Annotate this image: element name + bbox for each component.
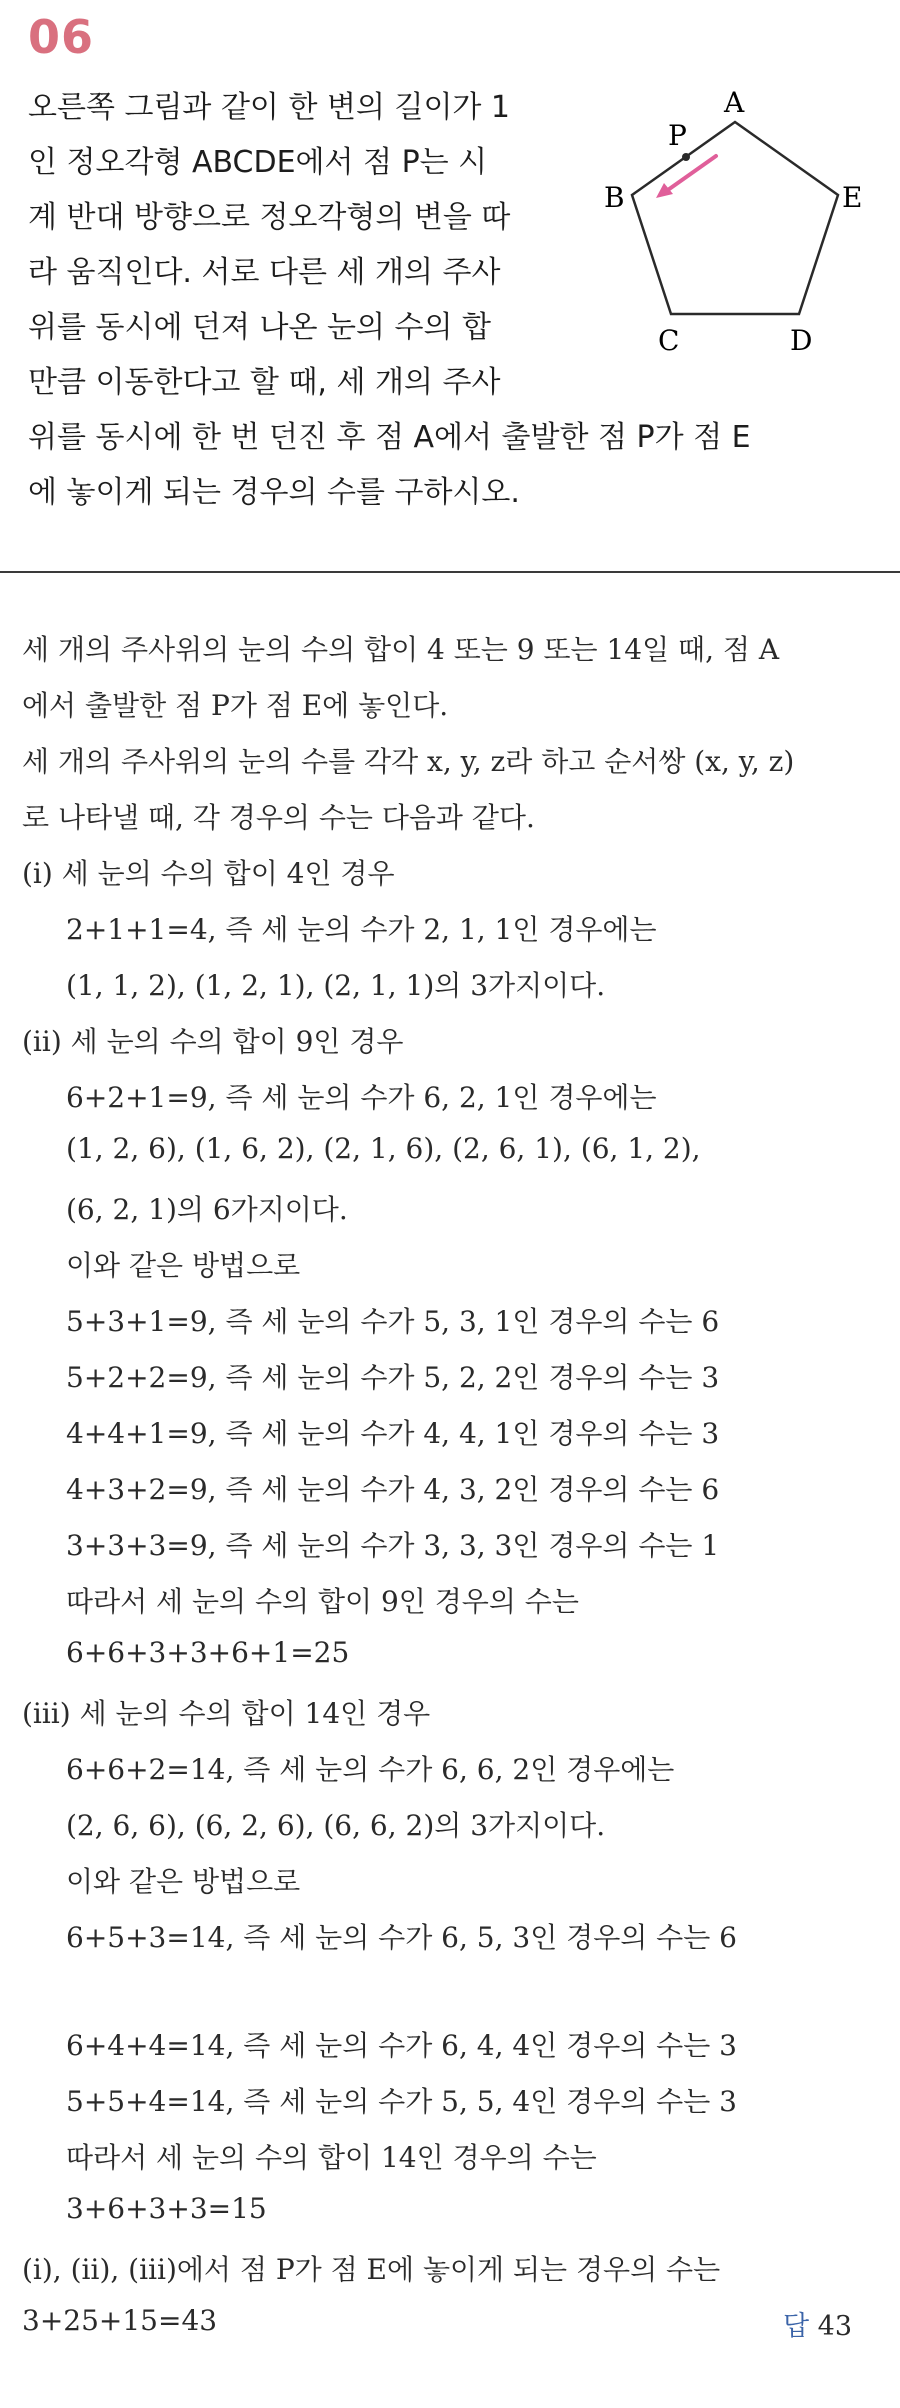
solution-line: 4+3+2=9, 즉 세 눈의 수가 4, 3, 2인 경우의 수는 6 <box>66 1473 720 1506</box>
label-a: A <box>724 86 745 119</box>
solution-line: 에서 출발한 점 P가 점 E에 놓인다. <box>22 689 449 722</box>
answer-label: 답 <box>782 2311 810 2342</box>
solution-line: 따라서 세 눈의 수의 합이 14인 경우의 수는 <box>66 2141 597 2174</box>
label-b: B <box>604 181 625 214</box>
answer-value: 43 <box>817 2311 852 2342</box>
direction-arrow <box>665 156 716 192</box>
solution-line: 세 개의 주사위의 눈의 수를 각각 x, y, z라 하고 순서쌍 (x, y, z) <box>22 745 795 778</box>
solution-line: 6+6+3+3+6+1=25 <box>66 1636 350 1669</box>
solution-line: 따라서 세 눈의 수의 합이 9인 경우의 수는 <box>66 1585 579 1618</box>
pentagon-figure <box>590 82 890 372</box>
case-heading: (ⅱ) 세 눈의 수의 합이 9인 경우 <box>22 1025 404 1058</box>
solution-line: 로 나타낼 때, 각 경우의 수는 다음과 같다. <box>22 801 535 834</box>
solution-line: 5+3+1=9, 즉 세 눈의 수가 5, 3, 1인 경우의 수는 6 <box>66 1305 720 1338</box>
problem-line: 라 움직인다. 서로 다른 세 개의 주사 <box>28 255 501 290</box>
section-divider <box>0 571 900 573</box>
pentagon-shape <box>632 122 838 314</box>
solution-line: 3+3+3=9, 즉 세 눈의 수가 3, 3, 3인 경우의 수는 1 <box>66 1529 720 1562</box>
question-number: 06 <box>28 10 95 64</box>
solution-line: 6+4+4=14, 즉 세 눈의 수가 6, 4, 4인 경우의 수는 3 <box>66 2029 737 2062</box>
problem-line: 오른쪽 그림과 같이 한 변의 길이가 1 <box>28 90 511 125</box>
solution-line: 세 개의 주사위의 눈의 수의 합이 4 또는 9 또는 14일 때, 점 A <box>22 633 780 666</box>
case-heading: (ⅰ) 세 눈의 수의 합이 4인 경우 <box>22 857 395 890</box>
solution-line: (1, 1, 2), (1, 2, 1), (2, 1, 1)의 3가지이다. <box>66 969 606 1002</box>
problem-line: 에 놓이게 되는 경우의 수를 구하시오. <box>28 475 520 510</box>
solution-line: 4+4+1=9, 즉 세 눈의 수가 4, 4, 1인 경우의 수는 3 <box>66 1417 720 1450</box>
problem-line: 위를 동시에 한 번 던진 후 점 A에서 출발한 점 P가 점 E <box>28 420 751 455</box>
problem-line: 만큼 이동한다고 할 때, 세 개의 주사 <box>28 365 501 400</box>
pentagon-diagram <box>590 82 890 372</box>
answer-box <box>783 2304 852 2343</box>
label-c: C <box>658 324 680 357</box>
solution-line: 6+5+3=14, 즉 세 눈의 수가 6, 5, 3인 경우의 수는 6 <box>66 1921 737 1954</box>
solution-line: (2, 6, 6), (6, 2, 6), (6, 6, 2)의 3가지이다. <box>66 1809 606 1842</box>
solution-line: 5+5+4=14, 즉 세 눈의 수가 5, 5, 4인 경우의 수는 3 <box>66 2085 737 2118</box>
label-p: P <box>668 119 687 152</box>
final-row <box>22 2304 882 2360</box>
solution-line: 이와 같은 방법으로 <box>66 1249 301 1282</box>
solution-text <box>22 628 882 2360</box>
point-p-dot <box>682 153 690 161</box>
solution-line: (1, 2, 6), (1, 6, 2), (2, 1, 6), (2, 6, 1), (6, 1, 2), <box>66 1132 701 1165</box>
problem-line: 인 정오각형 ABCDE에서 점 P는 시 <box>28 145 488 180</box>
solution-line: 2+1+1=4, 즉 세 눈의 수가 2, 1, 1인 경우에는 <box>66 913 657 946</box>
problem-line: 위를 동시에 던져 나온 눈의 수의 합 <box>28 310 491 345</box>
solution-line: 이와 같은 방법으로 <box>66 1865 301 1898</box>
label-d: D <box>790 324 813 357</box>
problem-line: 계 반대 방향으로 정오각형의 변을 따 <box>28 200 511 235</box>
final-equation: 3+25+15=43 <box>22 2304 218 2337</box>
solution-line: 3+6+3+3=15 <box>66 2192 267 2225</box>
solution-line: 5+2+2=9, 즉 세 눈의 수가 5, 2, 2인 경우의 수는 3 <box>66 1361 720 1394</box>
solution-line: (6, 2, 1)의 6가지이다. <box>66 1193 348 1226</box>
solution-line: 6+2+1=9, 즉 세 눈의 수가 6, 2, 1인 경우에는 <box>66 1081 657 1114</box>
label-e: E <box>842 181 863 214</box>
case-heading: (ⅲ) 세 눈의 수의 합이 14인 경우 <box>22 1697 431 1730</box>
solution-line: 6+6+2=14, 즉 세 눈의 수가 6, 6, 2인 경우에는 <box>66 1753 675 1786</box>
blank-spacer <box>22 1972 882 2024</box>
solution-line: (ⅰ), (ⅱ), (ⅲ)에서 점 P가 점 E에 놓이게 되는 경우의 수는 <box>22 2253 721 2286</box>
